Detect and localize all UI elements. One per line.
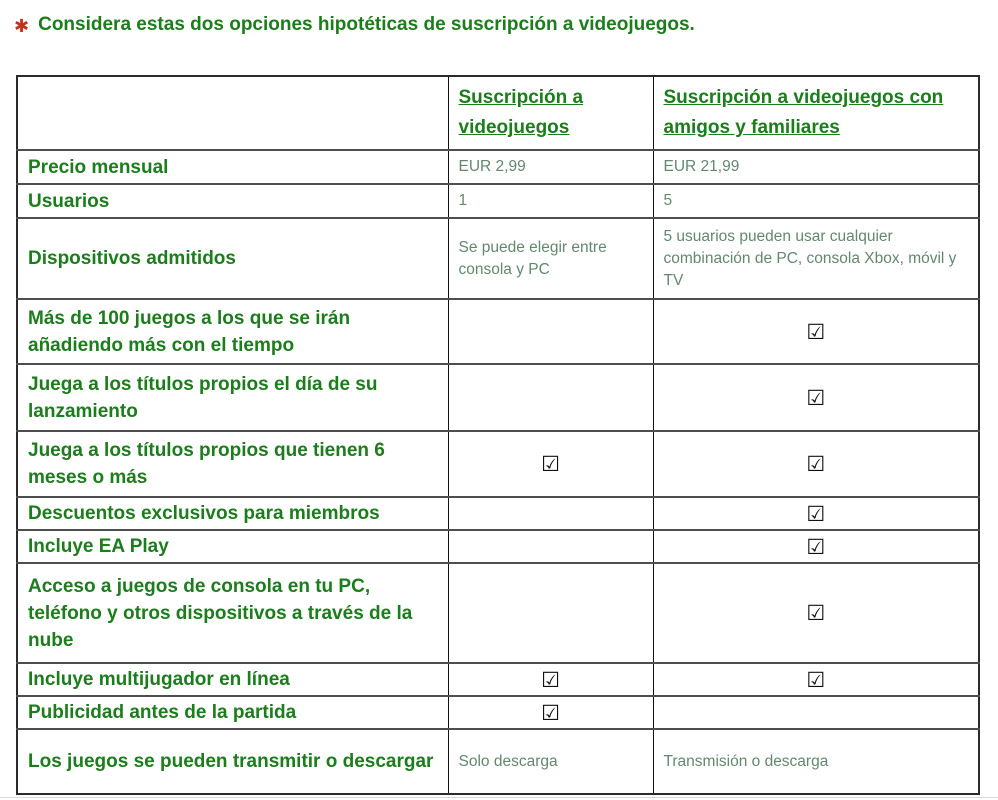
row-label: Los juegos se pueden transmitir o descargar: [17, 729, 448, 794]
table-row-descuentos-exclusivos: [17, 497, 979, 530]
row-label: Incluye multijugador en línea: [17, 663, 448, 696]
row-label: Acceso a juegos de consola en tu PC, teléfono y otros dispositivos a través de la nube: [17, 563, 448, 663]
required-asterisk-icon: ✱: [14, 16, 30, 36]
plan2-value: Transmisión o descarga: [653, 729, 979, 794]
table-row-usuarios: [17, 184, 979, 218]
table-header-row: [17, 76, 979, 150]
row-label: Juega a los títulos propios que tienen 6 meses o más: [17, 431, 448, 497]
question-title-text: Considera estas dos opciones hipotéticas de suscripción a videojuegos.: [38, 14, 695, 35]
page-bottom-divider: [0, 797, 998, 798]
table-row-incluye-ea-play: [17, 530, 979, 563]
question-title: [14, 13, 988, 38]
plan1-value: [448, 530, 653, 563]
plan2-value: [653, 696, 979, 729]
table-row-mas-de-100-juegos: [17, 299, 979, 364]
row-label: Usuarios: [17, 184, 448, 218]
header-cell-plan2: [653, 76, 979, 150]
checked-checkbox-icon: ☑: [653, 497, 979, 530]
table-row-publicidad: [17, 696, 979, 729]
row-label: Más de 100 juegos a los que se irán añadiendo más con el tiempo: [17, 299, 448, 364]
plan2-value: EUR 21,99: [653, 150, 979, 184]
row-label: Publicidad antes de la partida: [17, 696, 448, 729]
row-label: Descuentos exclusivos para miembros: [17, 497, 448, 530]
checked-checkbox-icon: ☑: [448, 431, 653, 497]
table-row-multijugador: [17, 663, 979, 696]
subscription-comparison-table: [16, 75, 980, 795]
plan1-value: Solo descarga: [448, 729, 653, 794]
plan1-value: [448, 563, 653, 663]
row-label: Dispositivos admitidos: [17, 218, 448, 299]
table-row-transmitir-descargar: [17, 729, 979, 794]
row-label: Incluye EA Play: [17, 530, 448, 563]
table-row-dispositivos-admitidos: [17, 218, 979, 299]
table-row-titulos-lanzamiento: [17, 364, 979, 431]
plan2-header-link[interactable]: Suscripción a videojuegos con amigos y familiares: [663, 87, 944, 138]
plan2-value: 5 usuarios pueden usar cualquier combinación de PC, consola Xbox, móvil y TV: [653, 218, 979, 299]
checked-checkbox-icon: ☑: [448, 696, 653, 729]
plan1-value: [448, 299, 653, 364]
header-empty-cell: [17, 76, 448, 150]
table-row-titulos-6-meses: [17, 431, 979, 497]
checked-checkbox-icon: ☑: [653, 530, 979, 563]
row-label: Juega a los títulos propios el día de su lanzamiento: [17, 364, 448, 431]
header-cell-plan1: [448, 76, 653, 150]
checked-checkbox-icon: ☑: [653, 299, 979, 364]
row-label: Precio mensual: [17, 150, 448, 184]
checked-checkbox-icon: ☑: [653, 431, 979, 497]
plan1-value: EUR 2,99: [448, 150, 653, 184]
plan1-value: Se puede elegir entre consola y PC: [448, 218, 653, 299]
plan1-header-link[interactable]: Suscripción a videojuegos: [458, 87, 584, 138]
checked-checkbox-icon: ☑: [653, 663, 979, 696]
plan2-value: 5: [653, 184, 979, 218]
checked-checkbox-icon: ☑: [448, 663, 653, 696]
checked-checkbox-icon: ☑: [653, 364, 979, 431]
table-row-precio-mensual: [17, 150, 979, 184]
plan1-value: [448, 364, 653, 431]
checked-checkbox-icon: ☑: [653, 563, 979, 663]
plan1-value: [448, 497, 653, 530]
plan1-value: 1: [448, 184, 653, 218]
table-row-acceso-nube: [17, 563, 979, 663]
